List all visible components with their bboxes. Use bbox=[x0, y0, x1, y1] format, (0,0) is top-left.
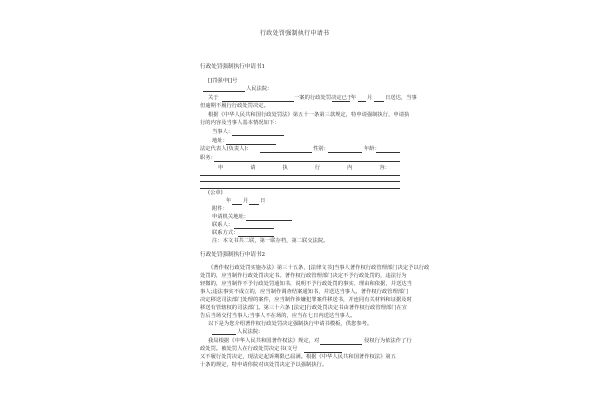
section2-paragraph-line: 轻微的，应当制作不予行政处罚通知书，说明不予行政处罚的事实、理由和依据，并送达当 bbox=[200, 281, 412, 287]
intro-text-1: 关于 bbox=[208, 95, 219, 101]
content-blank bbox=[200, 175, 400, 176]
legal-basis-2: 行的内容及当事人基本情况如下： bbox=[200, 120, 280, 126]
section2-intro: 以下是为您介绍著作权行政处罚决定强制执行申请书模板，供您参考。 bbox=[208, 321, 373, 327]
section2-body-line: 政处罚。被处罚人在行政处罚决定书(文号 bbox=[200, 346, 298, 352]
section1-heading: 行政处罚强制执行申请书1 bbox=[200, 64, 266, 70]
age-label: 年龄： bbox=[364, 146, 380, 152]
date-day-blank bbox=[249, 204, 259, 205]
section2-heading: 行政处罚强制执行申请书2 bbox=[200, 252, 266, 258]
court-name-blank bbox=[203, 91, 245, 92]
section2-paragraph-line: 移送有管辖权的司法部门。第三十六条 [法定]行政处罚决定书由著作权行政管理部门在宣 bbox=[200, 305, 408, 311]
legal-rep-blank bbox=[260, 152, 312, 153]
attachment-label: 附件： bbox=[212, 206, 228, 212]
section2-paragraph-line: 告后当场交付当事人;当事人不在场的，应当在七日内送达当事人。 bbox=[200, 313, 356, 319]
gender-blank bbox=[328, 152, 362, 153]
content-title-char: 申 bbox=[218, 165, 224, 171]
section2-paragraph-line: 事人;违法事实不成立的，应当制作调查结案通知书，并送达当事人。著作权行政管理部门 bbox=[200, 289, 409, 295]
gender-label: 性别： bbox=[313, 146, 329, 152]
legal-basis-1: 根据《中华人民共和国行政处罚法》第五十一条第三款规定，特申请强制执行，申请执 bbox=[208, 112, 410, 118]
contact-phone-label: 联系方式： bbox=[212, 230, 239, 236]
court-salutation: 人民法院: bbox=[246, 86, 269, 92]
address-label: 地址： bbox=[212, 138, 228, 144]
section2-body-line: 十条的规定，特申请你院对该处罚决定予以强制执行。 bbox=[200, 362, 328, 368]
section2-paragraph-line: 决定移送司法部门处理的案件，应当制作涉嫌犯罪案件移送书，并连同有关材料和证据及时 bbox=[200, 297, 412, 303]
date-month: 月 bbox=[243, 198, 249, 204]
contact-person-blank bbox=[234, 228, 274, 229]
content-title-char: 请 bbox=[250, 165, 256, 171]
applicant-address-blank bbox=[246, 220, 292, 221]
age-blank bbox=[376, 152, 400, 153]
party-blank bbox=[232, 135, 284, 136]
section2-paragraph-line: 《著作权行政处罚实施办法》第三十五条，[法律文书]当事人著作权行政管理部门决定予以行政 bbox=[208, 265, 430, 271]
date-year: 年 bbox=[226, 198, 232, 204]
section2-paragraph-line: 处罚的，应当制作行政处罚决定书。著作权行政管理部门决定不予行政处罚的，违法行为 bbox=[200, 273, 407, 279]
form-note: 注：本文书共二联，第一联存档，第二联交法院。 bbox=[212, 238, 329, 244]
contact-person-label: 联系人： bbox=[212, 222, 234, 228]
page-title: 行政处罚强制执行申请书 bbox=[260, 30, 330, 37]
decision-number-blank bbox=[304, 352, 342, 353]
month-blank bbox=[358, 101, 366, 102]
party-label: 当事人： bbox=[212, 129, 234, 135]
content-title-char: 容： bbox=[379, 165, 390, 171]
address-blank bbox=[226, 144, 276, 145]
section2-court-blank bbox=[212, 334, 236, 335]
contact-phone-blank bbox=[238, 236, 274, 237]
day-blank bbox=[374, 101, 384, 102]
year-blank bbox=[332, 101, 350, 102]
seal: (公章) bbox=[208, 190, 223, 196]
date-day: 日 bbox=[260, 198, 266, 204]
intro-text-line3: 但逾期不履行行政处罚决定。 bbox=[200, 103, 269, 109]
intro-text-5: 日送达，当事 bbox=[385, 95, 417, 101]
position-blank bbox=[214, 161, 400, 162]
applicant-address-label: 申请机关地址： bbox=[212, 214, 250, 220]
section2-body-line: 侵权行为依法作了行 bbox=[364, 338, 412, 344]
section2-body-line: 我局根据《中华人民共和国著作权法》规定，对 bbox=[208, 338, 320, 344]
section2-court-salutation: 人民法院: bbox=[237, 329, 260, 335]
content-title-char: 执 bbox=[282, 165, 288, 171]
execution-content-title bbox=[218, 165, 390, 172]
intro-text-4: 月 bbox=[367, 95, 373, 101]
intro-text-2: 一案的行政处罚决定已于 bbox=[294, 95, 353, 101]
legal-rep-label: 法定代表人(负责人)： bbox=[200, 146, 252, 152]
date-month-blank bbox=[232, 204, 242, 205]
intro-text-3: 年 bbox=[351, 95, 357, 101]
position-label: 职务： bbox=[200, 155, 216, 161]
infringer-blank bbox=[320, 344, 362, 345]
content-line-2 bbox=[200, 188, 400, 189]
reference-number: []罚强申[]号 bbox=[208, 78, 238, 84]
content-title-char: 行 bbox=[314, 165, 321, 171]
section2-body-line: 又不履行处罚决定，现法定起诉期限已届满。根据《中华人民共和国著作权法》第五 bbox=[200, 354, 396, 360]
content-line-1 bbox=[200, 181, 400, 182]
case-name-blank bbox=[222, 101, 294, 102]
content-title-char: 内 bbox=[347, 165, 353, 171]
